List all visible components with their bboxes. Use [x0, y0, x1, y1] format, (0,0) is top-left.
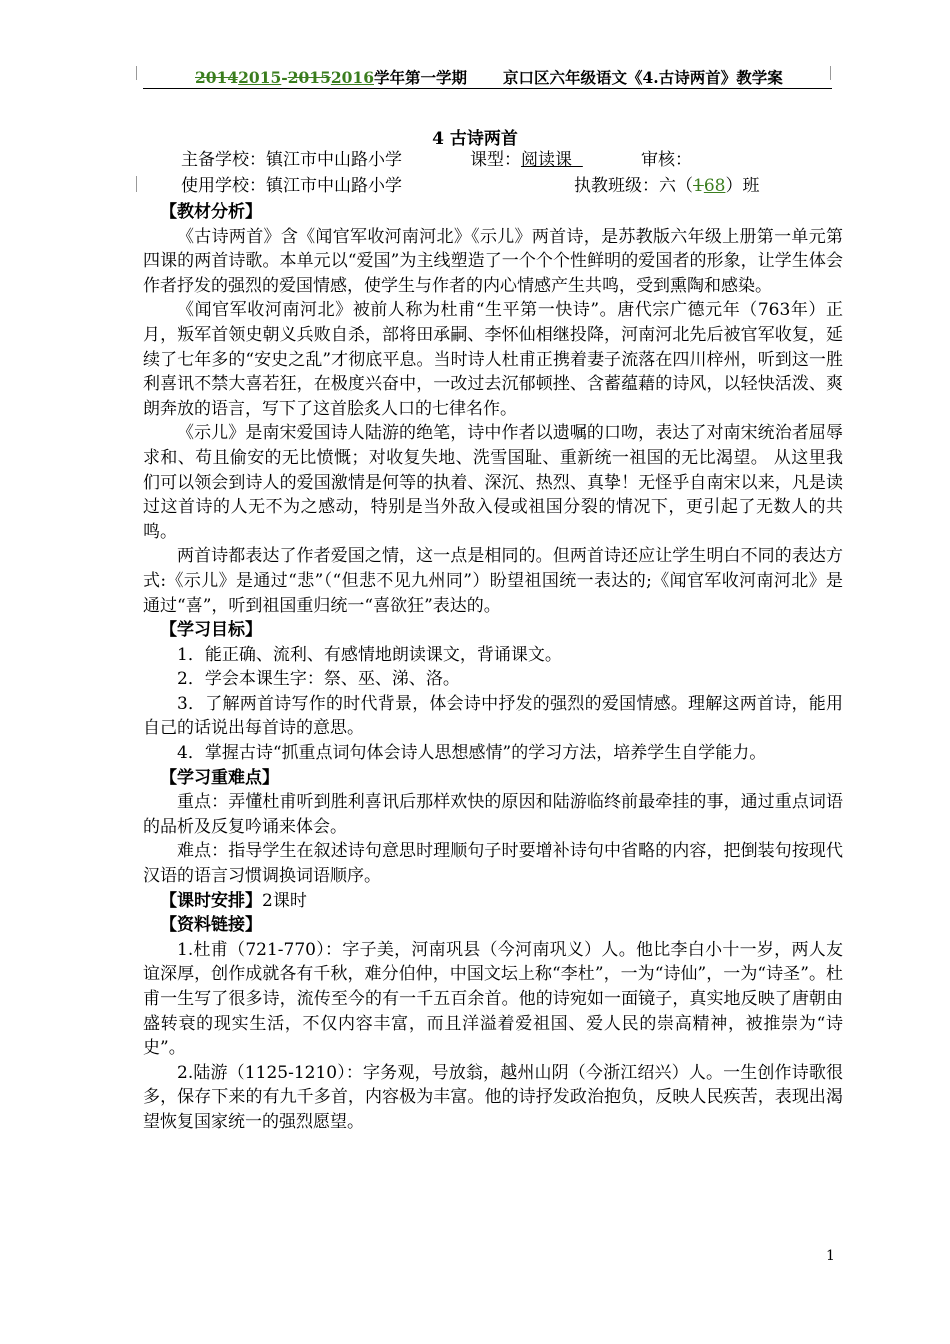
goal-item-1: 1．能正确、流利、有感情地朗读课文，背诵课文。: [177, 644, 562, 665]
page-header: [195, 66, 783, 90]
class-label: 执教班级：六（: [574, 176, 693, 196]
header-term: 学年第一学期: [374, 68, 468, 87]
schedule-value: 2课时: [262, 890, 307, 911]
goal-item-4: 4．掌握古诗“抓重点词句体会诗人思想感情”的学习方法，培养学生自学能力。: [177, 743, 767, 764]
main-school: 镇江市中山路小学: [266, 150, 402, 170]
use-school-label: 使用学校：: [181, 176, 266, 196]
header-year-dash: -: [281, 68, 288, 87]
analysis-paragraph-2: 《闻官军收河南河北》被前人称为杜甫“生平第一快诗”。唐代宗广德元年（763年）正月，叛军首领史朝义兵败自杀，部将田承嗣、李怀仙相继投降，河南河北先后被官军收复，延续了七年多的“安史之乱”才彻底平息。当时诗人杜甫正携着妻子流落在四川梓州，听到这一胜利喜讯不禁大喜若狂，在极度兴奋中，一改过去沉郁顿挫、含蓄蕴藉的诗风，以轻快活泼、爽朗奔放的语言，写下了这首脍炙人口的七律名作。: [143, 300, 843, 419]
header-year-inserted-1: 2015: [238, 68, 282, 87]
difficult-point: 难点：指导学生在叙述诗句意思时理顺句子时要增补诗句中省略的内容，把倒装句按现代汉语的语言习惯调换词语顺序。: [143, 841, 843, 887]
meta-lesson-type: [470, 148, 583, 172]
analysis-paragraph-4: 两首诗都表达了作者爱国之情，这一点是相同的。但两首诗还应让学生明白不同的表达方式:《示儿》是通过“悲”（“但悲不见九州同”）盼望祖国统一表达的;《闻官军收河南河北》是通过“喜”，听到祖国重归统一“喜欲狂”表达的。: [143, 546, 843, 616]
analysis-heading: 【教材分析】: [160, 202, 262, 222]
class-deleted: 1: [693, 176, 704, 196]
use-school: 镇江市中山路小学: [266, 176, 402, 196]
header-divider: [143, 88, 832, 89]
meta-review: [641, 148, 692, 172]
meta-class: [574, 174, 759, 198]
link-item-1: 1.杜甫（721-770）：字子美，河南巩县（今河南巩义）人。他比李白小十一岁，两人友谊深厚，创作成就各有千秋，难分伯仲，中国文坛上称“李杜”，一为“诗仙”，一为“诗圣”。杜甫一生写了很多诗，流传至今的有一千五百余首。他的诗宛如一面镜子，真实地反映了唐朝由盛转衰的现实生活，不仅内容丰富，而且洋溢着爱祖国、爱人民的崇高精神，被推崇为“诗史”。: [143, 939, 843, 1059]
page-number: 1: [826, 1248, 835, 1264]
lesson-type-value: 阅读课: [521, 150, 572, 170]
links-heading: 【资料链接】: [160, 915, 262, 936]
analysis-paragraph-1: 《古诗两首》含《闻官军收河南河北》《示儿》两首诗，是苏教版六年级上册第一单元第四课的两首诗歌。本单元以“爱国”为主线塑造了一个个个性鲜明的爱国者的形象，让学生体会作者抒发的强烈的爱国情感，使学生与作者的内心情感产生共鸣，受到熏陶和感染。: [143, 226, 843, 296]
document-title: 4 古诗两首: [432, 129, 518, 149]
goal-item-3: 3．了解两首诗写作的时代背景，体会诗中抒发的强烈的爱国情感。理解这两首诗，能用自己的话说出每首诗的意思。: [143, 693, 843, 739]
meta-row-main: [181, 148, 402, 172]
key-point: 重点：弄懂杜甫听到胜利喜讯后那样欢快的原因和陆游临终前最牵挂的事，通过重点词语的品析及反复吟诵来体会。: [143, 792, 843, 837]
goal-item-2: 2．学会本课生字：祭、巫、涕、洛。: [177, 669, 460, 690]
main-school-label: 主备学校：: [181, 150, 266, 170]
header-year-deleted-2: 2015: [287, 68, 331, 87]
analysis-paragraph-3: 《示儿》是南宋爱国诗人陆游的绝笔，诗中作者以遗嘱的口吻，表达了对南宋统治者屈辱求和、苟且偷安的无比愤慨；对收复失地、洗雪国耻、重新统一祖国的无比渴望。 从这里我们可以领会到诗人的爱国激情是何等的执着、深沉、热烈、真挚！无怪乎自南宋以来，凡是读过这首诗的人无不为之感动，特别是当外敌入侵或祖国分裂的情况下，更引起了无数人的共鸣。: [143, 423, 843, 542]
link-item-2: 2.陆游（1125-1210）：字务观，号放翁，越州山阴（今浙江绍兴）人。一生创作诗歌很多，保存下来的有九千多首，内容极为丰富。他的诗抒发政治抱负，反映人民疾苦，表现出渴望恢复国家统一的强烈愿望。: [143, 1062, 843, 1132]
class-suffix: ）班: [725, 176, 760, 196]
header-year-inserted-2: 2016: [330, 68, 374, 87]
margin-marker-right: [830, 66, 831, 80]
goals-heading: 【学习目标】: [160, 620, 262, 641]
header-title: 京口区六年级语文《4.古诗两首》教学案: [503, 68, 783, 87]
key-points-heading: 【学习重难点】: [160, 767, 279, 788]
class-inserted: 68: [703, 176, 726, 196]
document-body: [143, 200, 843, 1135]
lesson-type-label: 课型：: [470, 150, 521, 170]
meta-row-use: [181, 174, 402, 198]
margin-marker-meta: [136, 176, 137, 192]
schedule-line: [160, 889, 843, 914]
review-label: 审核：: [641, 150, 692, 170]
schedule-heading: 【课时安排】: [160, 890, 262, 911]
margin-marker-left: [136, 66, 137, 80]
header-year-deleted-1: 2014: [195, 68, 239, 87]
